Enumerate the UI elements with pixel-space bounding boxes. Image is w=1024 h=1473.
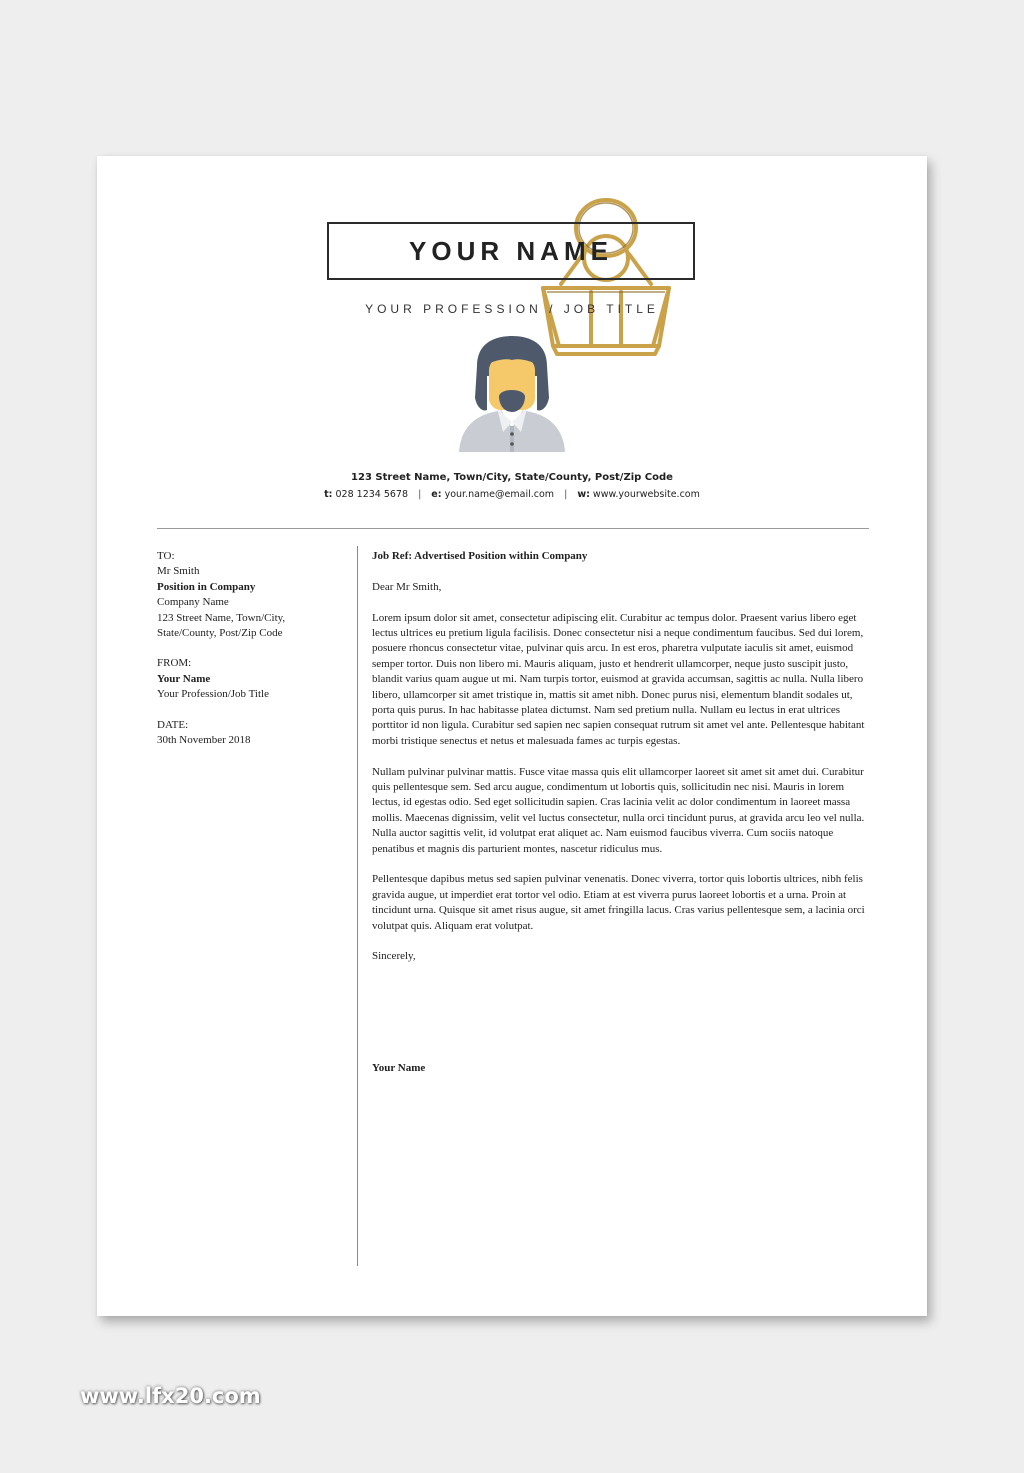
male-avatar-icon <box>457 336 567 454</box>
date-label: DATE: <box>157 718 189 731</box>
contact-line: t: 028 1234 5678 | e: your.name@email.com | w: www.yourwebsite.com <box>324 489 700 500</box>
body-paragraph: Nullam pulvinar pulvinar mattis. Fusce vitae massa quis elit ullamcorper laoreet sit amet sit amet dui. Curabitur quis pellentesque sem. Sed arcu augue, condimentum ut lobortis quis, sollicitudin nec nisi. Mauris in lorem lectus, id egestas odio. Sed eget sollicitudin sapien. Cras lacinia velit ac dolor condimentum in laoreet massa mollis. Maecenas dignissim, velit vel luctus consectetur, nulla orci tincidunt purus, at gravida arcu leo vel nulla. Nulla auctor sagittis velit, id volutpat erat aliquet ac. Nam euismod faucibus viverra. Cum sociis natoque penatibus et magnis dis parturient montes, nascetur ridiculus mus. <box>372 765 865 855</box>
from-label: FROM: <box>157 657 192 670</box>
body-paragraph: Lorem ipsum dolor sit amet, consectetur adipiscing elit. Curabitur ac tempus dolor. Praesent varius libero eget lectus ultrices eu pretium ligula facilisis. Donec consectetur nisi a neque condimentum faucibus. Sed dui lorem, posuere rhoncus consectetur vitae, pulvinar quis arcu. In est eros, pharetra vulputate iaculis sit amet, euismod semper tortor. Duis non libero mi. Mauris aliquam, justo et hendrerit ullamcorper, neque justo suscipit justo, blandit varius quam augue ut mi. Nam turpis tortor, euismod at gravida accumsan, sagittis ac nulla. Nulla libero libero, ullamcorper sit amet tristique in, mattis sit amet nibh. Donec purus nisi, elementum blandit sodales ut, porta quis purus. In hac habitasse platea dictumst. Nam sed pretium nulla. Nullam eu lectus in erat ultrices porttitor id non ligula. Curabitur sed sapien nec sapien consequat rutrum sit amet vel ante. Pellentesque habitant morbi tristique senectus et netus et malesuada fames ac turpis egestas. <box>372 611 865 747</box>
salutation: Dear Mr Smith, <box>372 580 442 593</box>
address-column <box>157 549 347 748</box>
web-label: w: <box>577 489 590 500</box>
to-label: TO: <box>157 550 175 562</box>
website: www.yourwebsite.com <box>592 489 700 500</box>
body-paragraph: Pellentesque dapibus metus sed sapien pulvinar venenatis. Donec viverra, tortor quis lobortis ultrices, nibh felis gravida augue, ut imperdiet erat tortor vel odio. Etiam at est viverra purus laoreet lobortis et a urna. Proin at tincidunt urna. Quisque sit amet risus augue, sit amet fringilla lacus. Cras varius pellentesque sem, a lacinia orci volutpat quis. Aliquam erat volutpat. <box>372 873 865 932</box>
recipient-position: Position in Company <box>157 580 256 593</box>
job-reference: Job Ref: Advertised Position within Company <box>372 550 588 562</box>
recipient-address-line2: State/County, Post/Zip Code <box>157 627 283 640</box>
watermark-text: www.lfx20.com <box>80 1384 261 1408</box>
profession-title: YOUR PROFESSION / JOB TITLE <box>365 302 659 316</box>
recipient-address-line1: 123 Street Name, Town/City, <box>157 611 286 624</box>
email-address: your.name@email.com <box>444 489 555 500</box>
email-label: e: <box>431 489 442 500</box>
signature-name: Your Name <box>372 1061 426 1074</box>
applicant-name: YOUR NAME <box>327 222 695 280</box>
header-divider <box>157 528 869 529</box>
letter-date: 30th November 2018 <box>157 734 251 747</box>
sender-address: 123 Street Name, Town/City, State/County, Post/Zip Code <box>351 472 673 483</box>
recipient-company: Company Name <box>157 596 229 609</box>
recipient-name: Mr Smith <box>157 565 200 578</box>
sender-profession: Your Profession/Job Title <box>157 688 269 701</box>
letter-body <box>372 549 870 1092</box>
sender-name: Your Name <box>157 672 211 685</box>
phone-label: t: <box>324 489 333 500</box>
letter-page <box>97 156 927 1316</box>
column-divider <box>357 546 358 1266</box>
closing: Sincerely, <box>372 950 416 963</box>
phone-number: 028 1234 5678 <box>335 489 409 500</box>
